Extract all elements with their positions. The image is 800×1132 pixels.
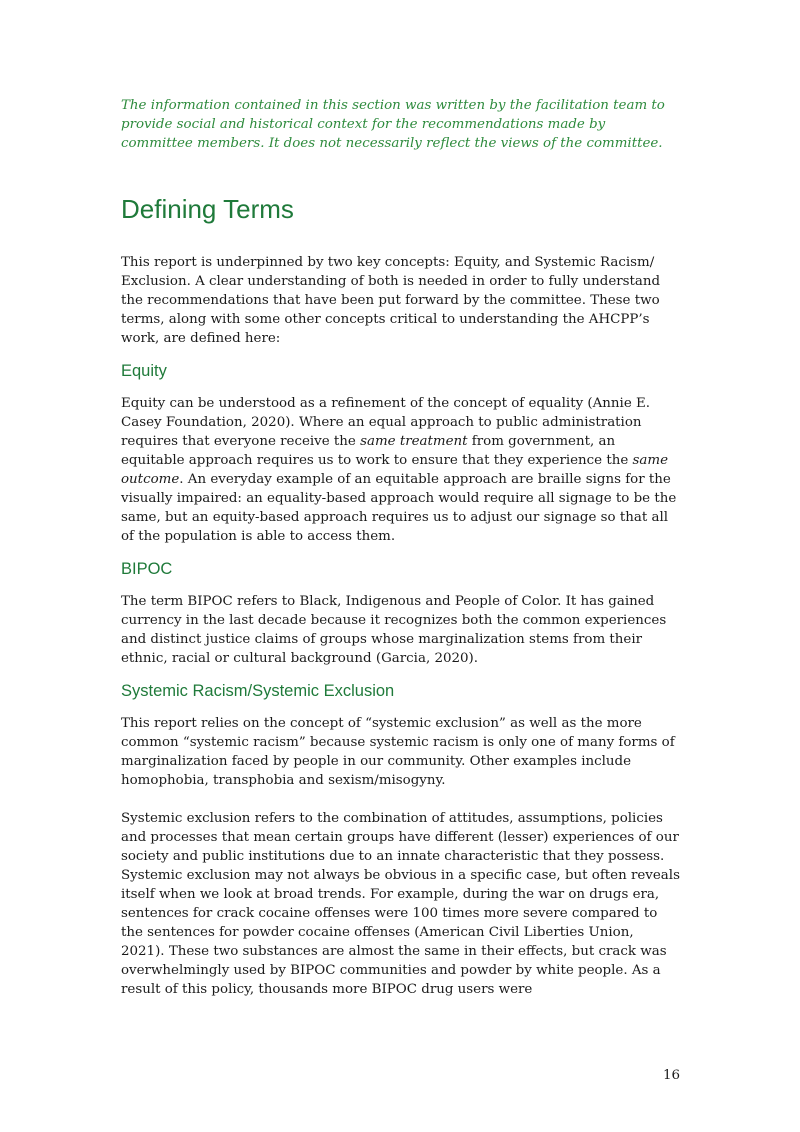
systemic-paragraph-2: Systemic exclusion refers to the combination of attitudes, assumptions, policies and processes that mean certain groups have different (lesser) experiences of our society and public institutions due to an innate characteristic that they possess. Systemic exclusion may not always be obvious in a specific case, but often reveals itself when we look at broad trends. For example, during the war on drugs era, sentences for crack cocaine offenses were 100 times more severe compared to the sentences for powder cocaine offenses (American Civil Liberties Union, 2021). These two substances are almost the same in their effects, but crack was overwhelmingly used by BIPOC communities and powder by white people. As a result of this policy, thousands more BIPOC drug users were [121,811,680,997]
equity-heading: Equity [121,362,167,380]
equity-emphasis-1: same treatment [360,434,468,449]
equity-text-1: Equity can be understood as a refinement of the concept of equality (Annie E. Casey Foundation, 2020). Where an equal approach to public administration requires that everyone receive the [121,396,651,449]
page-number: 16 [662,1068,680,1083]
intro-paragraph: This report is underpinned by two key concepts: Equity, and Systemic Racism/ Exclusion. A clear understanding of both is needed in order to fully understand the recommendations that have been put forward by the committee. These two terms, along with some other concepts critical to understanding the AHCPP’s work, are defined here: [121,255,661,346]
bipoc-paragraph: The term BIPOC refers to Black, Indigenous and People of Color. It has gained currency in the last decade because it recognizes both the common experiences and distinct justice claims of groups whose marginalization stems from their ethnic, racial or cultural background (Garcia, 2020). [121,594,667,666]
systemic-paragraph-1: This report relies on the concept of “systemic exclusion” as well as the more common “systemic racism” because systemic racism is only one of many forms of marginalization faced by people in our community. Other examples include homophobia, transphobia and sexism/misogyny. [121,716,675,788]
equity-paragraph [121,394,681,546]
equity-text-3: . An everyday example of an equitable approach are braille signs for the visually impaired: an equality-based approach would require all signage to be the same, but an equity-based approach requires us to adjust our signage so that all of the population is able to access them. [121,472,677,544]
bipoc-heading: BIPOC [121,560,173,578]
equity-text-2: from government, an equitable approach requires us to work to ensure that they experience the [121,434,633,468]
page-title: Defining Terms [121,194,294,224]
page-content [121,96,681,1012]
equity-emphasis-2: same outcome [121,453,669,487]
systemic-heading: Systemic Racism/Systemic Exclusion [121,682,395,700]
intro-note: The information contained in this section was written by the facilitation team to provide social and historical context for the recommendations made by committee members. It does not necessarily reflect the views of the committee. [121,98,665,151]
